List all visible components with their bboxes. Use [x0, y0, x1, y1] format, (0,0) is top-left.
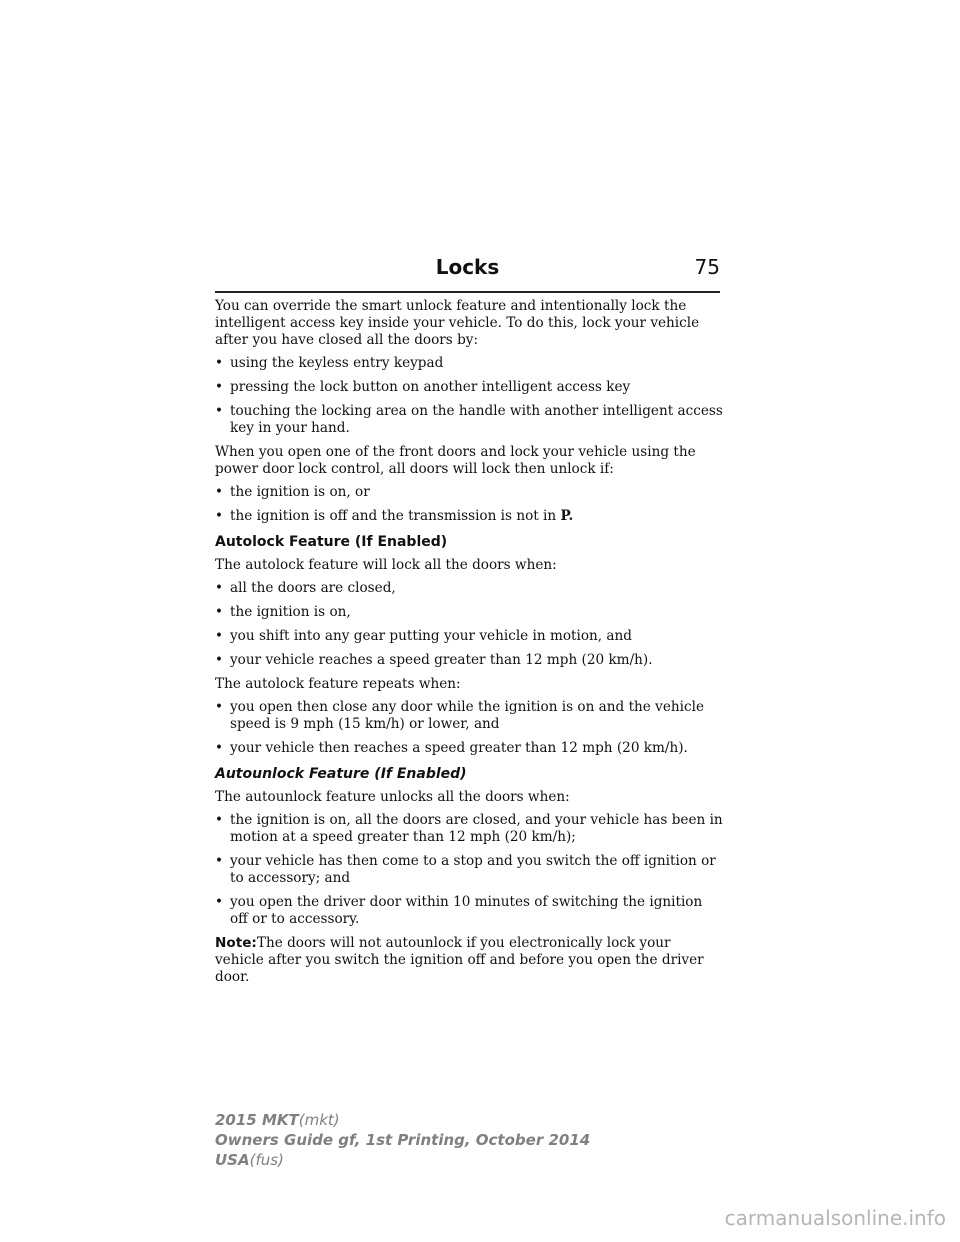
bullet-icon: • [215, 355, 224, 371]
footer-region: USA [215, 1151, 250, 1169]
heading-autolock: Autolock Feature (If Enabled) [215, 534, 448, 550]
paragraph-front-doors: When you open one of the front doors and lock your vehicle using the power door lock control, all doors will lock then unlock if: [215, 444, 696, 477]
bullet-icon: • [215, 853, 224, 869]
list-item [215, 355, 723, 372]
list-item-text: you open then close any door while the ignition is on and the vehicle speed is 9 mph (15 km/h) or lower, and [230, 699, 704, 732]
list-item-text: your vehicle then reaches a speed greater than 12 mph (20 km/h). [230, 740, 688, 756]
list-item [215, 580, 723, 597]
list-item [215, 403, 723, 437]
list-item [215, 379, 723, 396]
list-item [215, 894, 723, 928]
list-item-text: you shift into any gear putting your vehicle in motion, and [230, 628, 632, 644]
list-item-text: you open the driver door within 10 minutes of switching the ignition off or to accessory. [230, 894, 703, 927]
bullet-icon: • [215, 894, 224, 910]
footer-model: 2015 MKT [215, 1111, 299, 1129]
page-footer [215, 1110, 590, 1170]
footer-region-code: (fus) [249, 1151, 284, 1169]
section-title: Locks [435, 255, 500, 279]
bullet-icon: • [215, 403, 224, 419]
list-item [215, 628, 723, 645]
paragraph-autolock: The autolock feature will lock all the doors when: [215, 557, 557, 573]
footer-model-code: (mkt) [298, 1111, 340, 1129]
list-item-text: all the doors are closed, [230, 580, 396, 596]
bullet-icon: • [215, 580, 224, 596]
paragraph-autounlock: The autounlock feature unlocks all the doors when: [215, 789, 570, 805]
page-number: 75 [694, 255, 720, 279]
list-item [215, 699, 723, 733]
list-item-text: your vehicle reaches a speed greater than 12 mph (20 km/h). [230, 652, 653, 668]
note-label: Note: [215, 935, 257, 951]
list-item [215, 652, 723, 669]
park-gear-label: P. [560, 508, 574, 524]
note-text: The doors will not autounlock if you electronically lock your vehicle after you switch the ignition off and before you open the driver door. [215, 935, 704, 985]
watermark-text: carmanualsonline.info [724, 1206, 946, 1230]
page-content [215, 298, 723, 992]
bullet-icon: • [215, 484, 224, 500]
footer-model-line [215, 1110, 590, 1130]
list-item [215, 812, 723, 846]
list-item-text: pressing the lock button on another intelligent access key [230, 379, 631, 395]
footer-guide-line [215, 1130, 590, 1150]
list-item-text: the ignition is on, [230, 604, 351, 620]
paragraph-override: You can override the smart unlock feature and intentionally lock the intelligent access key inside your vehicle. To do this, lock your vehicle after you have closed all the doors by: [215, 298, 700, 348]
footer-region-line [215, 1150, 590, 1170]
list-item-text: the ignition is off and the transmission is not in [230, 508, 557, 524]
bullet-icon: • [215, 508, 224, 524]
bullet-icon: • [215, 628, 224, 644]
list-item [215, 853, 723, 887]
list-item-text: the ignition is on, all the doors are closed, and your vehicle has been in motion at a speed greater than 12 mph (20 km/h); [230, 812, 723, 845]
bullet-icon: • [215, 812, 224, 828]
paragraph-autolock-repeats: The autolock feature repeats when: [215, 676, 461, 692]
bullet-icon: • [215, 652, 224, 668]
bullet-icon: • [215, 604, 224, 620]
list-item [215, 604, 723, 621]
list-item-text: using the keyless entry keypad [230, 355, 444, 371]
heading-autounlock: Autounlock Feature (If Enabled) [215, 766, 467, 782]
bullet-icon: • [215, 699, 224, 715]
list-item [215, 508, 723, 525]
list-item [215, 484, 723, 501]
list-item-text: touching the locking area on the handle with another intelligent access key in your hand. [230, 403, 723, 436]
list-item-text: your vehicle has then come to a stop and you switch the off ignition or to accessory; and [230, 853, 716, 886]
page-header [215, 255, 720, 293]
note-paragraph [215, 935, 723, 986]
bullet-icon: • [215, 740, 224, 756]
footer-guide: Owners Guide gf, 1st Printing, October 2014 [215, 1131, 591, 1149]
list-item [215, 740, 723, 757]
bullet-icon: • [215, 379, 224, 395]
list-item-text: the ignition is on, or [230, 484, 370, 500]
